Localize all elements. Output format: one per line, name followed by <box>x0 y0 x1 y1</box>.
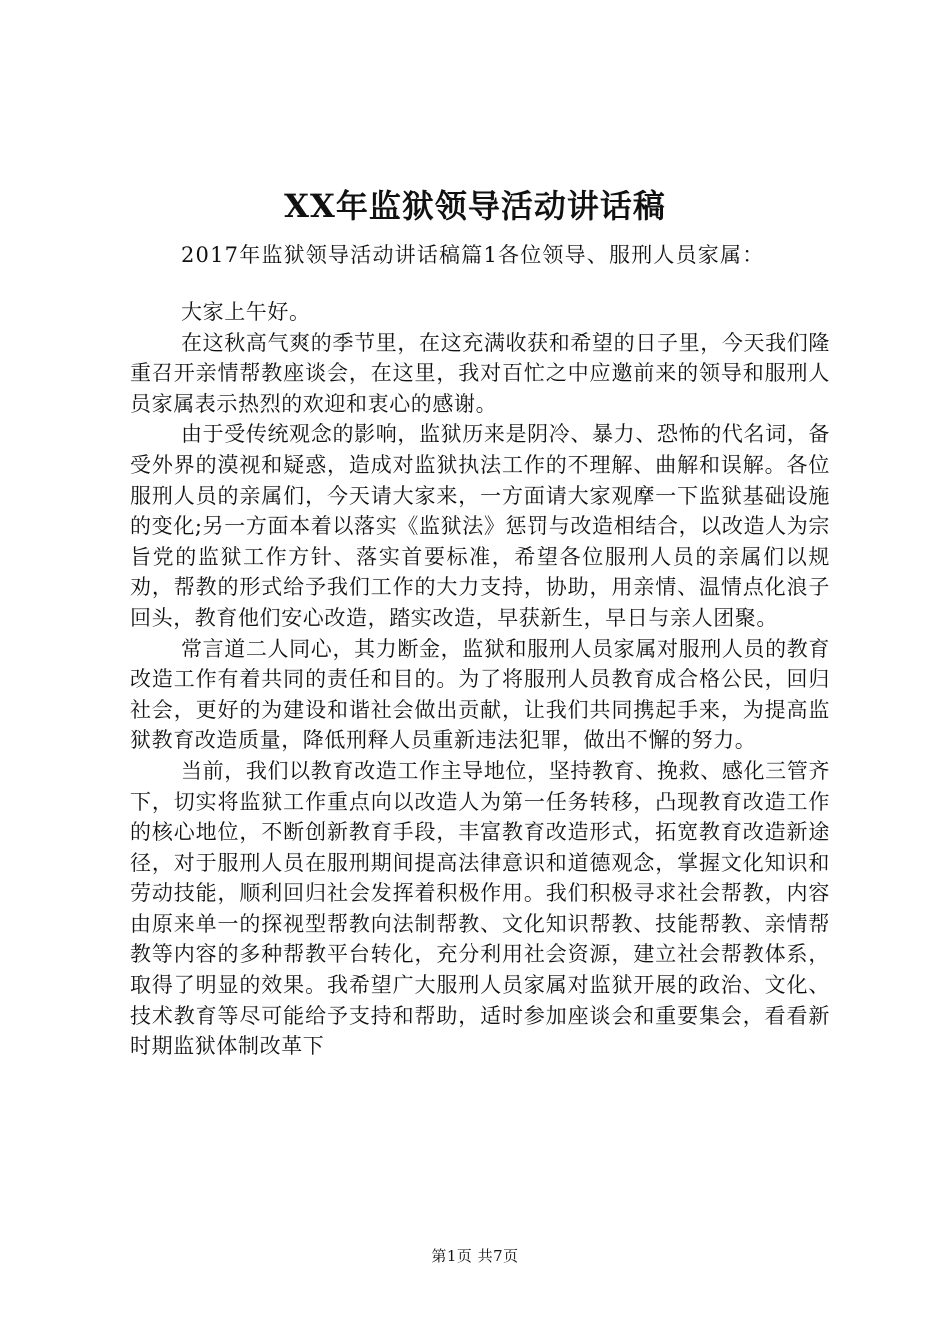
paragraph-welcome: 在这秋高气爽的季节里，在这充满收获和希望的日子里，今天我们隆重召开亲情帮教座谈会，在这里，我对百忙之中应邀前来的领导和服刑人员家属表示热烈的欢迎和衷心的感谢。 <box>130 330 830 416</box>
paragraph-current-work: 当前，我们以教育改造工作主导地位，坚持教育、挽救、感化三管齐下，切实将监狱工作重点向以改造人为第一任务转移，凸现教育改造工作的核心地位，不断创新教育手段，丰富教育改造形式，拓宽教育改造新途径，对于服刑人员在服刑期间提高法律意识和道德观念，掌握文化知识和劳动技能，顺利回归社会发挥着积极作用。我们积极寻求社会帮教，内容由原来单一的探视型帮教向法制帮教、文化知识帮教、技能帮教、亲情帮教等内容的多种帮教平台转化，充分利用社会资源，建立社会帮教体系，取得了明显的效果。我希望广大服刑人员家属对监狱开展的政治、文化、技术教育等尽可能给予支持和帮助，适时参加座谈会和重要集会，看看新时期监狱体制改革下 <box>130 758 830 1059</box>
paragraph-purpose: 由于受传统观念的影响，监狱历来是阴冷、暴力、恐怖的代名词，备受外界的漠视和疑惑，造成对监狱执法工作的不理解、曲解和误解。各位服刑人员的亲属们，今天请大家来，一方面请大家观摩一下监狱基础设施的变化;另一方面本着以落实《监狱法》惩罚与改造相结合，以改造人为宗旨党的监狱工作方针、落实首要标准，希望各位服刑人员的亲属们以规劝，帮教的形式给予我们工作的大力支持，协助，用亲情、温情点化浪子回头，教育他们安心改造，踏实改造，早获新生，早日与亲人团聚。 <box>130 422 830 630</box>
page-footer: 第1页 共7页 <box>431 1247 519 1265</box>
document-body <box>130 297 830 1062</box>
paragraph-cooperation: 常言道二人同心，其力断金，监狱和服刑人员家属对服刑人员的教育改造工作有着共同的责任和目的。为了将服刑人员教育成合格公民，回归社会，更好的为建设和谐社会做出贡献，让我们共同携起手来，为提高监狱教育改造质量，降低刑释人员重新违法犯罪，做出不懈的努力。 <box>130 636 830 753</box>
document-subtitle: 2017年监狱领导活动讲话稿篇1各位领导、服刑人员家属： <box>181 243 765 267</box>
paragraph-greeting: 大家上午好。 <box>181 300 311 324</box>
document-title: XX年监狱领导活动讲话稿 <box>284 187 666 225</box>
